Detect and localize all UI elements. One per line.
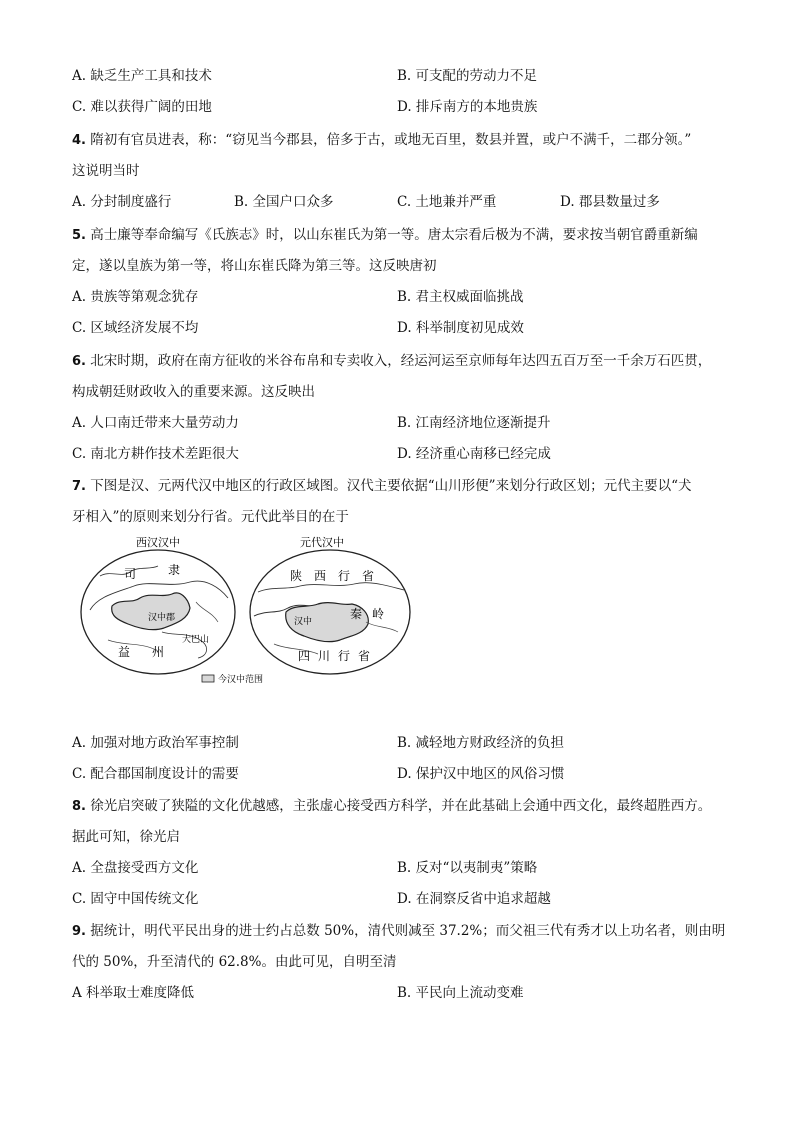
q7-options-row-2 bbox=[72, 765, 732, 783]
q5-option-a: A. 贵族等第观念犹存 bbox=[72, 289, 199, 305]
right-map-label-sheng-1: 省 bbox=[362, 569, 375, 583]
q9-stem-text-1: 据统计，明代平民出身的进士约占总数 50%，清代则减至 37.2%；而父祖三代有秀才以上功名者，则由明 bbox=[90, 923, 726, 939]
q4-stem-line-1 bbox=[72, 131, 691, 150]
q8-stem-line-1 bbox=[72, 797, 711, 816]
q3-option-c: C. 难以获得广阔的田地 bbox=[72, 99, 212, 115]
left-map-label-si: 司 bbox=[124, 567, 137, 581]
q9-option-a: A 科举取士难度降低 bbox=[72, 985, 195, 1001]
q3-option-a: A. 缺乏生产工具和技术 bbox=[72, 68, 212, 84]
q3-option-b: B. 可支配的劳动力不足 bbox=[397, 68, 538, 84]
q4-option-d: D. 郡县数量过多 bbox=[560, 194, 660, 210]
hanzhong-map-figure bbox=[78, 532, 423, 692]
q8-option-c: C. 固守中国传统文化 bbox=[72, 891, 199, 907]
q5-options-row-1 bbox=[72, 288, 732, 306]
q5-option-d: D. 科举制度初见成效 bbox=[397, 320, 524, 336]
q9-option-b: B. 平民向上流动变难 bbox=[397, 985, 524, 1001]
q7-option-d: D. 保护汉中地区的风俗习惯 bbox=[397, 766, 565, 782]
q9-stem-line-2: 代的 50%，升至清代的 62.8%。由此可见，自明至清 bbox=[72, 954, 397, 970]
q6-options-row-1 bbox=[72, 414, 732, 432]
q4-option-a: A. 分封制度盛行 bbox=[72, 194, 172, 210]
q8-option-d: D. 在洞察反省中追求超越 bbox=[397, 891, 551, 907]
right-map-label-ling: 岭 bbox=[372, 607, 385, 621]
q8-stem-text-1: 徐光启突破了狭隘的文化优越感，主张虚心接受西方科学，并在此基础上会通中西文化，最终超胜西方。 bbox=[90, 798, 712, 814]
q8-number: 8. bbox=[72, 799, 86, 814]
q8-options-row-1 bbox=[72, 859, 732, 877]
legend-swatch bbox=[202, 675, 214, 682]
q7-option-a: A. 加强对地方政治军事控制 bbox=[72, 735, 239, 751]
left-map-label-zhou: 州 bbox=[152, 645, 165, 659]
q4-option-b: B. 全国户口众多 bbox=[234, 194, 334, 210]
q3-option-d: D. 排斥南方的本地贵族 bbox=[397, 99, 538, 115]
q7-options-row-1 bbox=[72, 734, 732, 752]
q8-options-row-2 bbox=[72, 890, 732, 908]
q6-stem-line-1 bbox=[72, 352, 711, 371]
right-map-label-xi: 西 bbox=[314, 569, 327, 583]
q7-option-b: B. 减轻地方财政经济的负担 bbox=[397, 735, 565, 751]
q5-option-b: B. 君主权威面临挑战 bbox=[397, 289, 524, 305]
yuan-map-title: 元代汉中 bbox=[300, 536, 344, 549]
right-map-label-xing-1: 行 bbox=[338, 569, 351, 583]
right-map-label-xing-2: 行 bbox=[338, 649, 351, 663]
left-map-label-dabashan: 大巴山 bbox=[182, 635, 210, 645]
q6-stem-line-2: 构成朝廷财政收入的重要来源。这反映出 bbox=[72, 384, 315, 400]
q5-stem-line-1 bbox=[72, 226, 698, 245]
q6-number: 6. bbox=[72, 354, 86, 369]
q4-number: 4. bbox=[72, 133, 86, 148]
left-map-label-yi: 益 bbox=[118, 645, 131, 659]
q7-stem-line-1 bbox=[72, 477, 692, 496]
q5-number: 5. bbox=[72, 228, 86, 243]
q7-option-c: C. 配合郡国制度设计的需要 bbox=[72, 766, 239, 782]
q5-option-c: C. 区域经济发展不均 bbox=[72, 320, 199, 336]
left-map-label-li: 隶 bbox=[168, 563, 181, 577]
western-han-map bbox=[81, 535, 235, 674]
q9-number: 9. bbox=[72, 924, 86, 939]
q6-options-row-2 bbox=[72, 445, 732, 463]
right-map-label-sheng-2: 省 bbox=[358, 649, 371, 663]
q7-stem-line-2: 牙相入”的原则来划分行省。元代此举目的在于 bbox=[72, 509, 349, 525]
legend-label: 今汉中范围 bbox=[218, 675, 264, 685]
q9-options-row-1 bbox=[72, 984, 732, 1002]
q4-stem-line-2: 这说明当时 bbox=[72, 163, 140, 179]
q5-options-row-2 bbox=[72, 319, 732, 337]
q7-stem-text-1: 下图是汉、元两代汉中地区的行政区域图。汉代主要依据“山川形便”来划分行政区划；元代主要以“犬 bbox=[90, 478, 692, 494]
right-map-label-shan: 陕 bbox=[290, 569, 303, 583]
q9-stem-line-1 bbox=[72, 922, 725, 941]
q6-option-c: C. 南北方耕作技术差距很大 bbox=[72, 446, 239, 462]
q5-stem-line-2: 定，遂以皇族为第一等，将山东崔氏降为第三等。这反映唐初 bbox=[72, 258, 437, 274]
map-legend bbox=[202, 673, 263, 685]
q3-options-row-1 bbox=[72, 67, 732, 85]
q4-options-row bbox=[72, 193, 732, 211]
q8-option-a: A. 全盘接受西方文化 bbox=[72, 860, 199, 876]
q6-stem-text-1: 北宋时期，政府在南方征收的米谷布帛和专卖收入，经运河运至京师每年达四五百万至一千余万石匹贯， bbox=[90, 353, 712, 369]
western-han-map-title: 西汉汉中 bbox=[136, 536, 180, 549]
yuan-dynasty-map bbox=[250, 535, 410, 674]
q4-option-c: C. 土地兼并严重 bbox=[397, 194, 497, 210]
right-map-label-chuan: 川 bbox=[318, 649, 331, 663]
q6-option-a: A. 人口南迁带来大量劳动力 bbox=[72, 415, 239, 431]
left-map-label-hanzhong: 汉中郡 bbox=[148, 613, 176, 623]
q8-stem-line-2: 据此可知，徐光启 bbox=[72, 829, 180, 845]
right-map-label-hanzhong: 汉中 bbox=[294, 617, 313, 627]
right-map-label-si: 四 bbox=[298, 649, 311, 663]
q6-option-b: B. 江南经济地位逐渐提升 bbox=[397, 415, 551, 431]
q7-number: 7. bbox=[72, 479, 86, 494]
right-map-label-qin: 秦 bbox=[350, 607, 363, 621]
q4-stem-text-1: 隋初有官员进表，称：“窃见当今郡县，倍多于古，或地无百里，数县并置，或户不满千，二郡分领。” bbox=[90, 132, 692, 148]
q5-stem-text-1: 高士廉等奉命编写《氏族志》时，以山东崔氏为第一等。唐太宗看后极为不满，要求按当朝官爵重新编 bbox=[90, 227, 698, 243]
q6-option-d: D. 经济重心南移已经完成 bbox=[397, 446, 551, 462]
q8-option-b: B. 反对“以夷制夷”策略 bbox=[397, 860, 538, 876]
q3-options-row-2 bbox=[72, 98, 732, 116]
